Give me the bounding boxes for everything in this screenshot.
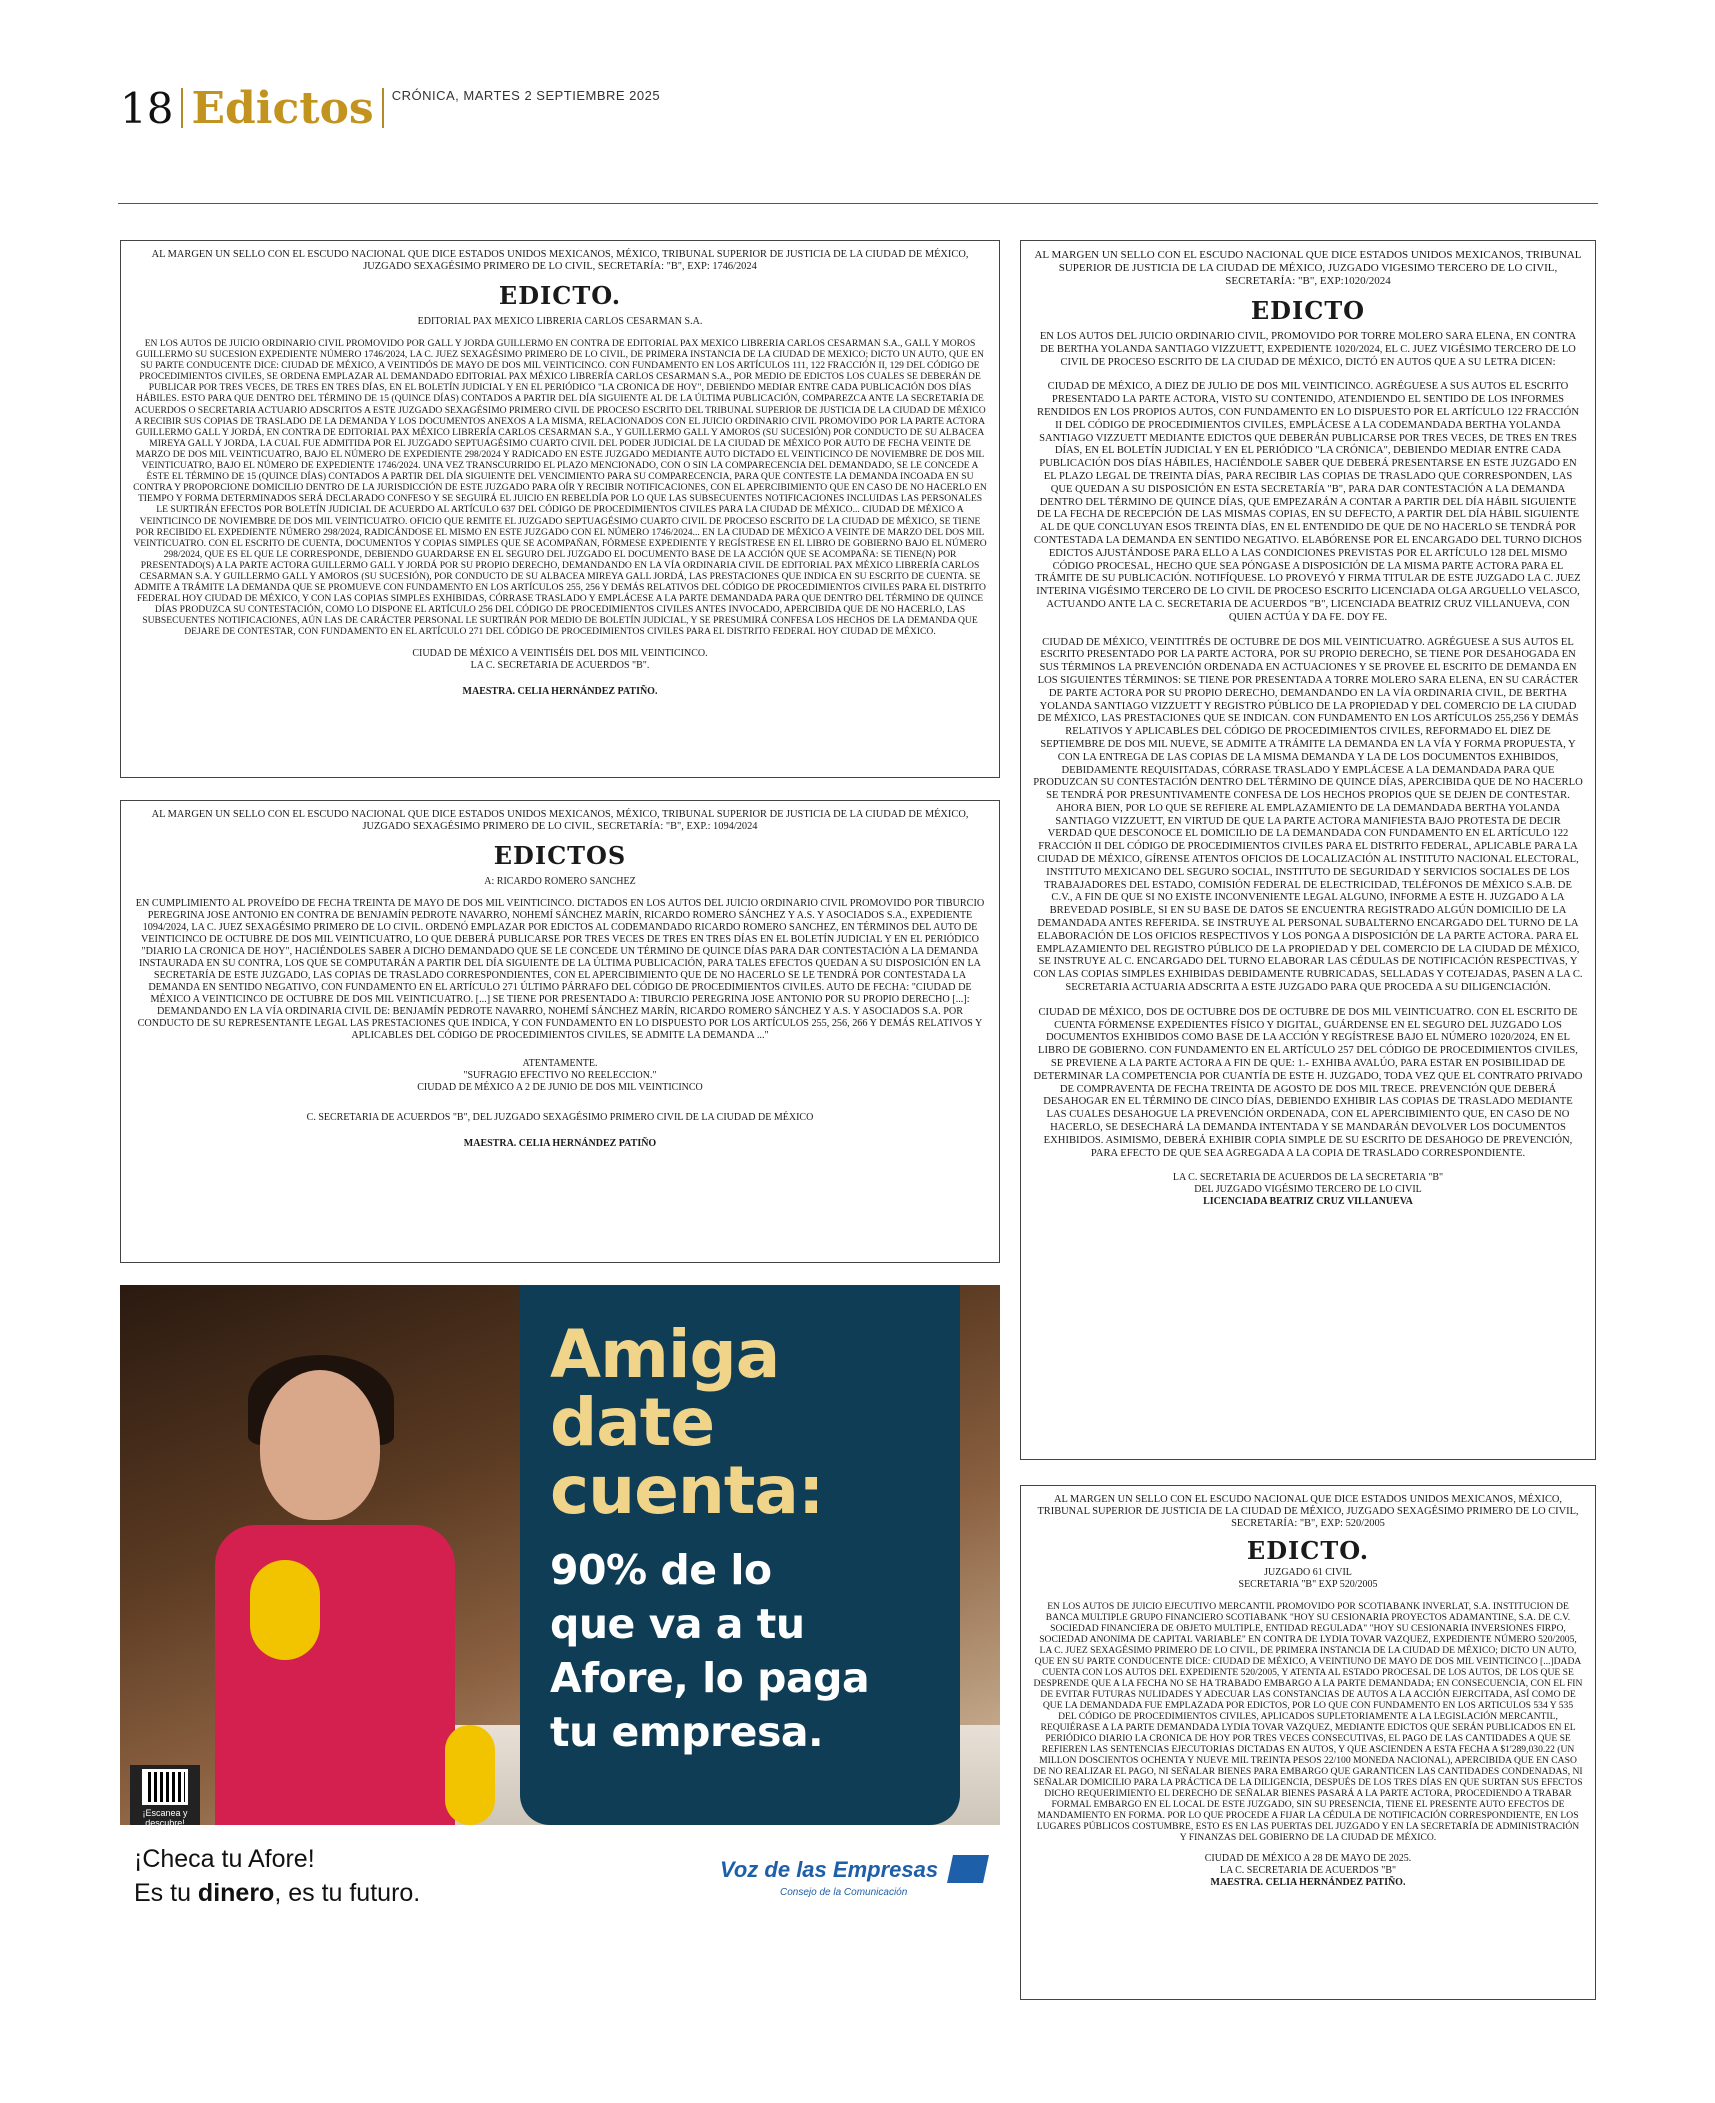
edict-notice-520 — [1020, 1485, 1596, 2000]
notice-title: EDICTO — [1250, 296, 1366, 325]
notice-title: EDICTO. — [1246, 1536, 1370, 1565]
notice-header: AL MARGEN UN SELLO CON EL ESCUDO NACIONAL QUE DICE ESTADOS UNIDOS MEXICANOS, MÉXICO, TRIBUNAL SUPERIOR DE JUSTICIA DE LA CIUDAD DE MÉXICO, JUZGADO SEXAGÉSIMO PRIMERO DE LO CIVIL, SECRETARÍA: "B", EXP: 520/2005 — [1037, 1494, 1579, 1529]
notice-signature: MAESTRA. CELIA HERNÁNDEZ PATIÑO — [463, 1138, 657, 1149]
ad-headline-2: date — [550, 1384, 715, 1461]
notice-closing-date: CIUDAD DE MÉXICO A 2 DE JUNIO DE DOS MIL VEINTICINCO — [417, 1082, 703, 1093]
ad-brand-name: Voz de las Empresas — [720, 1857, 939, 1882]
notice-subtitle-court: JUZGADO 61 CIVIL — [1264, 1567, 1352, 1578]
brand-logo-icon — [947, 1855, 989, 1883]
notice-closing-role: LA C. SECRETARIA DE ACUERDOS "B" — [1219, 1865, 1397, 1876]
notice-closing-date: CIUDAD DE MÉXICO A 28 DE MAYO DE 2025. — [1204, 1853, 1412, 1864]
ad-cta-part-a: Es tu — [134, 1879, 198, 1907]
notice-closing-court: DEL JUZGADO VIGÉSIMO TERCERO DE LO CIVIL — [1194, 1184, 1422, 1196]
notice-header: AL MARGEN UN SELLO CON EL ESCUDO NACIONAL QUE DICE ESTADOS UNIDOS MEXICANOS, TRIBUNAL SUPERIOR DE JUSTICIA DE LA CIUDAD DE MÉXICO, JUZGADO VIGESIMO TERCERO DE LO CIVIL, SECRETARÍA: "B", EXP:1020/2024 — [1034, 249, 1582, 287]
notice-title: EDICTOS — [493, 841, 627, 870]
ad-headline-3: cuenta: — [550, 1452, 824, 1529]
notice-closing-date: CIUDAD DE MÉXICO A VEINTISÉIS DEL DOS MIL VEINTICINCO. — [412, 647, 708, 659]
masthead-divider-2 — [382, 88, 384, 128]
notice-body-ruling-2: CIUDAD DE MÉXICO, VEINTITRÉS DE OCTUBRE DE DOS MIL VEINTICUATRO. AGRÉGUESE A SUS AUTOS EL ESCRITO PRESENTADO POR LA PARTE ACTORA, POR SU PROPIO DERECHO, SE TIENE POR DESAHOGADA EN SUS TÉRMINOS LA PREVENCIÓN ORDENADA EN ACTUACIONES Y SE PROVEE EL ESCRITO DE DEMANDA EN LOS SIGUIENTES TÉRMINOS: SE TIENE POR PRESENTADA A TORRE MOLERO SARA ELENA, EN SU CARÁCTER DE PARTE ACTORA POR SU PROPIO DERECHO, DEMANDANDO EN LA VÍA ORDINARIA CIVIL, DE BERTHA YOLANDA SANTIAGO VIZZUETT Y REGISTRO PÚBLICO DE LA PROPIEDAD Y DEL COMERCIO DE LA CIUDAD DE MÉXICO, LAS PRESTACIONES QUE SE INDICAN. CON FUNDAMENTO EN LOS ARTÍCULOS 255,256 Y DEMÁS RELATIVOS Y APLICABLES DEL CÓDIGO DE PROCEDIMIENTOS CIVILES, REFORMADO EL DIEZ DE SEPTIEMBRE DE DOS MIL NUEVE, SE ADMITE A TRÁMITE LA DEMANDA EN LA VÍA Y FORMA PROPUESTA, Y CON LA ENTREGA DE LAS COPIAS DE LA MISMA DEMANDA Y LA DE LOS DOCUMENTOS EXHIBIDOS, DEBIDAMENTE REQUISITADAS, CÓRRASE TRASLADO Y EMPLÁCESE A LA DEMANDADA PARA QUE PRODUZCAN SU CONTESTACIÓN DENTRO DEL TÉRMINO DE QUINCE DÍAS, APERCIBIDA QUE DE NO HACERLO SE TENDRÁ POR PRESUNTIVAMENTE CONFESA DE LOS HECHOS PROPIOS QUE SE DEJEN DE CONTESTAR. AHORA BIEN, POR LO QUE SE REFIERE AL EMPLAZAMIENTO DE LA DEMANDADA BERTHA YOLANDA SANTIAGO VIZZUETT, EN VIRTUD DE QUE LA PARTE ACTORA MANIFIESTA BAJO PROTESTA DE DECIR VERDAD QUE DESCONOCE EL DOMICILIO DE LA DEMANDADA CON FUNDAMENTO EN EL ARTÍCULO 122 FRACCIÓN II DEL CÓDIGO DE PROCEDIMIENTOS CIVILES PARA EL DISTRITO FEDERAL, APLICABLE PARA LA CIUDAD DE MÉXICO, GÍRENSE ATENTOS OFICIOS DE LOCALIZACIÓN AL INSTITUTO NACIONAL ELECTORAL, INSTITUTO MEXICANO DEL SEGURO SOCIAL, INSTITUTO DE SEGURIDAD Y SERVICIOS SOCIALES DE LOS TRABAJADORES DEL ESTADO, COMISIÓN FEDERAL DE ELECTRICIDAD, TELÉFONOS DE MÉXICO S.A.B. DE C.V., A FIN DE QUE SI NO EXISTE INCONVENIENTE LEGAL ALGUNO, INFORME A ESTE H. JUZGADO A LA BREVEDAD POSIBLE, SI EN SU BASE DE DATOS SE ENCUENTRA REGISTRADO ALGÚN DOMICILIO DE LA DEMANDADA ANTES REFERIDA. SE INSTRUYE AL PERSONAL SUBALTERNO ENCARGADO DEL TURNO DE LA ELABORACIÓN DE LOS OFICIOS RESPECTIVOS Y LOS PONGA A DISPOSICIÓN DE LA PARTE ACTORA. PARA EL EMPLAZAMIENTO DEL REGISTRO PÚBLICO DE LA PROPIEDAD Y DEL COMERCIO DE LA CIUDAD DE MÉXICO, SE INSTRUYE AL C. ENCARGADO DEL TURNO ELABORAR LAS CÉDULAS DE NOTIFICACIÓN RESPECTIVAS, Y CON LAS COPIAS SIMPLES EXHIBIDAS DEBIDAMENTE RUBRICADAS, SELLADAS Y COTEJADAS, PASEN A LA C. SECRETARIA ACTUARIA ADSCRITA A ESTE JUZGADO PARA QUE PROCEDA A SU DILIGENCIACIÓN. — [1033, 636, 1583, 994]
qr-code[interactable] — [130, 1765, 200, 1828]
glove-icon — [445, 1725, 495, 1825]
notice-closing-role: LA C. SECRETARIA DE ACUERDOS "B". — [470, 659, 650, 671]
notice-subtitle: A: RICARDO ROMERO SANCHEZ — [484, 876, 636, 887]
notice-body: EN LOS AUTOS DE JUICIO ORDINARIO CIVIL PROMOVIDO POR GALL Y JORDA GUILLERMO EN CONTRA DE EDITORIAL PAX MEXICO LIBRERIA CARLOS CESARMAN S.A., GALL Y MOROS GUILLERMO SU SUCESION EXPEDIENTE NÚMERO 1746/2024, LA C. JUEZ SEXAGÉSIMO PRIMERO DE LO CIVIL, DE PRIMERA INSTANCIA DE LA CIUDAD DE MEXICO; DICTO UN AUTO, QUE EN SU PARTE CONDUCENTE DICE: CIUDAD DE MÉXICO, A VEINTIDÓS DE MAYO DE DOS MIL VEINTICINCO. CON FUNDAMENTO EN LOS ARTÍCULOS 111, 122 FRACCIÓN II, 129 DEL CÓDIGO DE PROCEDIMIENTOS CIVILES, SE ORDENA EMPLAZAR AL DEMANDADO EDITORIAL PAX MÉXICO LIBRERÍA CARLOS CESARMAN S.A., POR MEDIO DE EDICTOS LOS CUALES SE DEBERÁN DE PUBLICAR POR TRES VECES, DE TRES EN TRES DÍAS, EN EL BOLETÍN JUDICIAL Y EN EL PERIÓDICO "LA CRONICA DE HOY", DEBIENDO MEDIAR ENTRE CADA PUBLICACIÓN DOS DÍAS HÁBILES. ESTO PARA QUE DENTRO DEL TÉRMINO DE 15 (QUINCE DÍAS) CONTADOS A PARTIR DEL DÍA SIGUIENTE AL DE LA ÚLTIMA PUBLICACIÓN, COMPAREZCA ANTE LA SECRETARIA DE ACUERDOS O SECRETARIA ACTUARIO ADSCRITOS A ESTE JUZGADO SEXAGÉSIMO PRIMERO CIVIL DE PROCESO ESCRITO DEL TRIBUNAL SUPERIOR DE JUSTICIA DE LA CIUDAD DE MÉXICO A RECIBIR SUS COPIAS DE TRASLADO DE LA DEMANDA Y LOS DOCUMENTOS ANEXOS A LA MISMA, RELACIONADOS CON EL JUICIO ORDINARIO CIVIL PROMOVIDO POR LA PARTE ACTORA GUILLERMO GALL Y JORDÁ, EN CONTRA DE EDITORIAL PAX MÉXICO LIBRERÍA CARLOS CESARMAN S.A., Y GUILLERMO GALL Y AMOROS (SU SUCESIÓN) POR CONDUCTO DE SU ALBACEA MIREYA GALL Y JORDA, LA CUAL FUE ADMITIDA POR EL JUZGADO SEPTUAGÉSIMO CUARTO CIVIL DEL PODER JUDICIAL DE LA CIUDAD DE MÉXICO POR AUTO DE FECHA VEINTE DE MARZO DE DOS MIL VEINTICUATRO, BAJO EL NÚMERO DE EXPEDIENTE 298/2024 Y RADICADO EN ESTE JUZGADO MEDIANTE AUTO DICTADO EL VEINTICINCO DE NOVIEMBRE DE DOS MIL VEINTICUATRO, BAJO EL NÚMERO DE EXPEDIENTE 1746/2024. UNA VEZ TRANSCURRIDO EL PLAZO MENCIONADO, CON O SIN LA COMPARECENCIA DEL DEMANDADO, SE LE CONCEDE A ÉSTE EL TÉRMINO DE 15 (QUINCE DÍAS) CONTADOS A PARTIR DEL DÍA SIGUIENTE DEL VENCIMIENTO PARA SU COMPARECENCIA, PARA QUE CONTESTE LA DEMANDA INCOADA EN SU CONTRA Y PROPORCIONE DOMICILIO DENTRO DE LA JURISDICCIÓN DE ESTE JUZGADO PARA OÍR Y RECIBIR NOTIFICACIONES, CON EL APERCIBIMIENTO QUE EN CASO DE NO HACERLO EN TIEMPO Y FORMA DETERMINADOS SERÁ DECLARADO CONFESO Y SE SEGUIRÁ EL JUICIO EN REBELDÍA POR LO QUE LAS SUBSECUENTES NOTIFICACIONES INCLUIDAS LAS PERSONALES LE SURTIRÁN EFECTOS POR BOLETÍN JUDICIAL DE ACUERDO AL ARTÍCULO 637 DEL CÓDIGO DE PROCEDIMIENTOS CIVILES PARA LA CIUDAD DE MÉXICO... CIUDAD DE MÉXICO A VEINTICINCO DE NOVIEMBRE DE DOS MIL VEINTICUATRO. OFICIO QUE REMITE EL JUZGADO SEPTUAGÉSIMO CUARTO CIVIL DE PROCESO ESCRITO DE LA CIUDAD DE MÉXICO, SE TIENE POR RECIBIDO EL EXPEDIENTE NÚMERO 298/2024, RADICÁNDOSE EL MISMO EN ESTE JUZGADO CON EL NÚMERO 1746/2024... EN LA CIUDAD DE MÉXICO A VEINTE DE MARZO DEL DOS MIL VEINTICUATRO. CON EL ESCRITO DE CUENTA, DOCUMENTOS Y COPIAS SIMPLES QUE SE ACOMPAÑAN, FÓRMESE EXPEDIENTE Y REGÍSTRESE EN EL LIBRO DE GOBIERNO BAJO EL NÚMERO 298/2024, QUE ES EL QUE LE CORRESPONDE, DEBIENDO GUARDARSE EN EL SEGURO DEL JUZGADO EL DOCUMENTO BASE DE LA ACCIÓN QUE SE ACOMPAÑA: SE TIENE(N) POR PRESENTADO(S) A LA PARTE ACTORA GUILLERMO GALL Y JORDÁ POR SU PROPIO DERECHO, DEMANDANDO EN LA VÍA ORDINARIA CIVIL DE EDITORIAL PAX MÉXICO LIBRERÍA CARLOS CESARMAN S.A. Y GUILLERMO GALL Y AMOROS (SU SUCESIÓN), POR CONDUCTO DE SU ALBACEA MIREYA GALL JORDÁ, LAS PRESTACIONES QUE INDICA EN SU ESCRITO DE CUENTA. SE ADMITE A TRÁMITE LA DEMANDA QUE SE PROMUEVE CON FUNDAMENTO EN LOS ARTÍCULOS 255, 256 Y DEMÁS RELATIVOS DEL CÓDIGO DE PROCEDIMIENTOS CIVILES PARA EL DISTRITO FEDERAL HOY CIUDAD DE MÉXICO, Y CON LAS COPIAS SIMPLES EXHIBIDAS, CÓRRASE TRASLADO Y EMPLÁCESE A LA PARTE DEMANDADA PARA QUE DENTRO DEL TÉRMINO DE QUINCE DÍAS PRODUZCA SU CONTESTACIÓN, COMO LO DISPONE EL ARTÍCULO 256 DEL CÓDIGO DE PROCEDIMIENTOS CIVILES ANTES INVOCADO, APERCIBIDA QUE DE NO HACERLO, LAS SUBSECUENTES NOTIFICACIONES, AÚN LAS DE CARÁCTER PERSONAL LE SURTIRÁN POR MEDIO DE BOLETÍN JUDICIAL, Y SE PRESUMIRÁ CONFESA LOS HECHOS DE LA DEMANDA QUE DEJARE DE CONTESTAR, CON FUNDAMENTO EN EL ARTÍCULO 271 DEL CÓDIGO DE PROCEDIMIENTOS CIVILES PARA EL DISTRITO FEDERAL HOY CIUDAD DE MÉXICO. — [133, 338, 987, 638]
afore-advertisement — [120, 1285, 1000, 1935]
page-number: 18 — [120, 83, 174, 133]
ad-cta-part-b: dinero — [197, 1879, 275, 1907]
edict-notice-1746 — [120, 240, 1000, 778]
qr-code-icon — [142, 1769, 188, 1805]
ad-text-2: que va a tu — [550, 1600, 805, 1648]
notice-subtitle: EDITORIAL PAX MEXICO LIBRERIA CARLOS CESARMAN S.A. — [417, 316, 703, 327]
ad-headline-1: Amiga — [550, 1316, 780, 1393]
notice-subtitle-exp: SECRETARIA "B" EXP 520/2005 — [1238, 1579, 1378, 1590]
notice-signature: MAESTRA. CELIA HERNÁNDEZ PATIÑO. — [1210, 1877, 1406, 1888]
dateline: CRÓNICA, MARTES 2 SEPTIEMBRE 2025 — [391, 88, 661, 103]
notice-signature: MAESTRA. CELIA HERNÁNDEZ PATIÑO. — [462, 685, 658, 697]
notice-body-intro: EN LOS AUTOS DEL JUICIO ORDINARIO CIVIL, PROMOVIDO POR TORRE MOLERO SARA ELENA, EN CONTRA DE BERTHA YOLANDA SANTIAGO VIZZUETT, EXPEDIENTE 1020/2024, EL C. JUEZ VIGÉSIMO TERCERO DE LO CIVIL DE PROCESO ESCRITO DE LA CIUDAD DE MÉXICO, DICTÓ EN AUTOS QUE A SU LETRA DICEN: — [1039, 331, 1577, 368]
ad-woman-face — [260, 1370, 380, 1520]
section-title: Edictos — [191, 82, 374, 134]
masthead — [120, 78, 660, 138]
ad-cta-line-2 — [134, 1879, 420, 1908]
notice-body-ruling-1: CIUDAD DE MÉXICO, A DIEZ DE JULIO DE DOS MIL VEINTICINCO. AGRÉGUESE A SUS AUTOS EL ESCRITO PRESENTADO LA PARTE ACTORA, VISTO SU CONTENIDO, ATENDIENDO EL SENTIDO DE LOS INFORMES RENDIDOS EN LOS PROPIOS AUTOS, CON FUNDAMENTO EN LO DISPUESTO POR EL ARTÍCULO 122 FRACCIÓN II DEL CÓDIGO DE PROCEDIMIENTOS CIVILES, EMPLÁCESE A LA CODEMANDADA BERTHA YOLANDA SANTIAGO VIZZUETT MEDIANTE EDICTOS QUE DEBERÁN PUBLICARSE POR TRES VECES, DE TRES EN TRES DÍAS, EN EL BOLETÍN JUDICIAL Y EN EL PERIÓDICO "LA CRÓNICA", DEBIENDO MEDIAR ENTRE CADA PUBLICACIÓN DOS DÍAS HÁBILES, HACIÉNDOLE SABER QUE DEBERÁ PRESENTARSE EN ESTE JUZGADO EN EL PLAZO LEGAL DE TREINTA DÍAS, PARA RECIBIR LAS COPIAS DE TRASLADO QUE CORRESPONDEN, LAS QUE QUEDAN A SU DISPOSICIÓN EN ESTA SECRETARÍA "B", PARA DAR CONTESTACIÓN A LA DEMANDA DENTRO DEL TÉRMINO DE QUINCE DÍAS, QUE EMPEZARÁN A CONTAR A PARTIR DEL DÍA HÁBIL SIGUIENTE DE LA FECHA DE RECEPCIÓN DE LAS MISMAS COPIAS, EN SU DEFECTO, A PARTIR DEL DÍA HÁBIL SIGUIENTE AL DE QUE CONCLUYAN ESOS TREINTA DÍAS, EN EL ENTENDIDO DE QUE DE NO HACERLO SE TENDRÁ POR CONTESTADA LA DEMANDA EN SENTIDO NEGATIVO. ELABÓRENSE POR EL ENCARGADO DEL TURNO DICHOS EDICTOS AJUSTÁNDOSE PARA ELLO A LAS CONDICIONES PREVISTAS POR EL ARTÍCULO 128 DEL MISMO CÓDIGO PROCESAL, HECHO QUE SEA PÓNGASE A DISPOSICIÓN DE LA MISMA PARTE ACTORA PARA EL TRÁMITE DE SU PUBLICACIÓN. NOTIFÍQUESE. LO PROVEYÓ Y FIRMA TITULAR DE ESTE JUZGADO LA C. JUEZ INTERINA VIGÉSIMO TERCERO DE LO CIVIL DE PROCESO ESCRITO LICENCIADA OLGA ARGUELLO VELASCO, ACTUANDO ANTE LA C. SECRETARIA DE ACUERDOS "B", LICENCIADA BEATRIZ CRUZ VILLANUEVA, CON QUIEN ACTÚA Y DA FE. DOY FE. — [1033, 381, 1583, 623]
edict-notice-1094 — [120, 800, 1000, 1263]
ad-brand-subtitle: Consejo de la Comunicación — [780, 1887, 908, 1898]
notice-closing-role: LA C. SECRETARIA DE ACUERDOS DE LA SECRETARIA "B" — [1172, 1172, 1444, 1184]
qr-caption: ¡Escanea y descubre! — [142, 1808, 188, 1828]
ad-text-4: tu empresa. — [550, 1708, 824, 1756]
notice-title: EDICTO. — [498, 281, 622, 310]
edict-notice-1020 — [1020, 240, 1596, 1460]
ad-cta-part-c: , es tu futuro. — [274, 1879, 421, 1907]
notice-signature: LICENCIADA BEATRIZ CRUZ VILLANUEVA — [1203, 1196, 1413, 1208]
ad-text-1: 90% de lo — [550, 1546, 772, 1594]
notice-header: AL MARGEN UN SELLO CON EL ESCUDO NACIONAL QUE DICE ESTADOS UNIDOS MEXICANOS, MÉXICO, TRIBUNAL SUPERIOR DE JUSTICIA DE LA CIUDAD DE MÉXICO, JUZGADO SEXAGÉSIMO PRIMERO DE LO CIVIL, SECRETARÍA: "B", EXP: 1746/2024 — [151, 249, 969, 272]
ad-cta-line-1: ¡Checa tu Afore! — [134, 1845, 315, 1873]
header-rule — [118, 203, 1598, 204]
thumbs-up-glove-icon — [250, 1560, 320, 1660]
notice-closing-regards: ATENTAMENTE. — [522, 1058, 598, 1069]
notice-body: EN LOS AUTOS DE JUICIO EJECUTIVO MERCANTIL PROMOVIDO POR SCOTIABANK INVERLAT, S.A. INSTITUCION DE BANCA MULTIPLE GRUPO FINANCIERO SCOTIABANK "HOY SU CESIONARIA PROYECTOS ADAMANTINE, S.A. DE C.V. SOCIEDAD FINANCIERA DE OBJETO MULTIPLE, ENTIDAD REGULADA" "HOY SU CESIONARIA INVERSIONES FIRPO, SOCIEDAD ANONIMA DE CAPITAL VARIABLE" EN CONTRA DE LYDIA TOVAR VAZQUEZ, EXPEDIENTE NÚMERO 520/2005, LA C. JUEZ SEXAGÉSIMO PRIMERO DE LO CIVIL, DE PRIMERA INSTANCIA DE LA CIUDAD DE MÉXICO; DICTO UN AUTO, QUE EN SU PARTE CONDUCENTE DICE: CIUDAD DE MÉXICO, A VEINTIUNO DE MAYO DE DOS MIL VEINTICINCO [...]DADA CUENTA CON LOS AUTOS DEL EXPEDIENTE 520/2005, Y ATENTA AL ESTADO PROCESAL DE LOS AUTOS, DE LOS QUE SE DESPRENDE QUE A LA FECHA NO SE HA TRABADO EMBARGO A LA PARTE DEMANDADA; EN CONSECUENCIA, CON EL FIN DE EVITAR FUTURAS NULIDADES Y ADECUAR LAS CONSTANCIAS DE AUTOS A LA ACCIÓN EJERCITADA, ASÍ COMO DE QUE LA DEMANDADA FUE EMPLAZADA POR EDICTOS, POR LO QUE CON FUNDAMENTO EN LOS ARTICULOS 534 Y 535 DEL CÓDIGO DE PROCEDIMIENTOS CIVILES, APLICADOS SUPLETORIAMENTE A LA LEGISLACIÓN MERCANTIL, REQUIÉRASE A LA PARTE DEMANDADA LYDIA TOVAR VAZQUEZ, MEDIANTE EDICTOS QUE SERÁN PUBLICADOS EN EL PERIÓDICO DIARIO LA CRONICA DE HOY POR TRES VECES CONSECUTIVAS, EL PAGO DE LAS CANTIDADES A QUE SE REFIEREN LAS SENTENCIAS EJECUTORIAS DICTADAS EN AUTOS, Y QUE ASCIENDEN A ESTA FECHA A $1'289,030.22 (UN MILLON DOSCIENTOS OCHENTA Y NUEVE MIL TREINTA PESOS 22/100 MONEDA NACIONAL), APERCIBIDA QUE EN CASO DE NO REALIZAR EL PAGO, NI SEÑALAR BIENES PARA EMBARGO QUE GARANTICEN LAS CANTIDADES CONDENADAS, NI SEÑALAR DOMICILIO PARA LA PRÁCTICA DE LA DILIGENCIA, DESPUÉS DE LOS TRES DÍAS EN QUE SURTAN SUS EFECTOS DICHO REQUERIMIENTO EL DERECHO DE SEÑALAR BIENES PASARÁ A LA PARTE ACTORA, PROCEDIENDO A TRABAR FORMAL EMBARGO EN EL LOCAL DE ESTE JUZGADO, SIN SU PRESENCIA, TIENE EL PRESENTE AUTO EFECTOS DE MANDAMIENTO EN FORMA. POR LO QUE PROCEDE A FIJAR LA CÉDULA DE NOTIFICACIÓN CORRESPONDIENTE, EN LOS LUGARES PÚBLICOS COSTUMBRE, ESTO ES EN LAS PUERTAS DEL JUZGADO Y EN LA SECRETARÍA DE ADMINISTRACIÓN Y FINANZAS DEL GOBIERNO DE LA CIUDAD DE MÉXICO. — [1033, 1601, 1583, 1843]
ad-text-3: Afore, lo paga — [550, 1654, 870, 1702]
ad-woman-uniform — [215, 1525, 455, 1825]
ad-message-panel — [520, 1285, 960, 1825]
notice-body: EN CUMPLIMIENTO AL PROVEÍDO DE FECHA TREINTA DE MAYO DE DOS MIL VEINTICINCO. DICTADOS EN LOS AUTOS DEL JUICIO ORDINARIO CIVIL PROMOVIDO POR TIBURCIO PEREGRINA JOSE ANTONIO EN CONTRA DE BENJAMÍN PEDROTE NAVARRO, NOHEMÍ SÁNCHEZ MARÍN, RICARDO ROMERO SÁNCHEZ Y A.S. Y ASOCIADOS S.A., EXPEDIENTE 1094/2024, LA C. JUEZ SEXAGÉSIMO PRIMERO DE LO CIVIL. ORDENÓ EMPLAZAR POR EDICTOS AL CODEMANDADO RICARDO ROMERO SANCHEZ, EN TÉRMINOS DEL AUTO DE VEINTICINCO DE OCTUBRE DE DOS MIL VEINTICUATRO, LO QUE DEBERÁ PUBLICARSE POR TRES VECES DE TRES EN TRES DÍAS EN EL BOLETÍN JUDICIAL Y EN EL PERIÓDICO "DIARIO LA CRONICA DE HOY", HACIÉNDOLES SABER A DICHO DEMANDADO QUE SE LE CONCEDE UN TÉRMINO DE QUINCE DÍAS PARA DAR CONTESTACIÓN A LA DEMANDA INSTAURADA EN SU CONTRA, LOS QUE SE COMPUTARÁN A PARTIR DEL DÍA SIGUIENTE DE LA ÚLTIMA PUBLICACIÓN, PARA TALES EFECTOS QUEDAN A SU DISPOSICIÓN EN LA SECRETARÍA DE ESTE JUZGADO, LAS COPIAS DE TRASLADO CORRESPONDIENTES, CON EL APERCIBIMIENTO QUE DE NO HACERLO SE LE TENDRÁ POR CONTESTADA LA DEMANDA EN SENTIDO NEGATIVO, CON FUNDAMENTO EN EL ARTÍCULO 271 ÚLTIMO PÁRRAFO DEL CÓDIGO DE PROCEDIMIENTOS CIVILES. AUTO DE FECHA: "CIUDAD DE MÉXICO A VEINTICINCO DE OCTUBRE DE DOS MIL VEINTICUATRO. [...] SE TIENE POR PRESENTADO A: TIBURCIO PEREGRINA JOSE ANTONIO POR SU PROPIO DERECHO [...]: DEMANDANDO EN LA VÍA ORDINARIA CIVIL DE: BENJAMÍN PEDROTE NAVARRO, NOHEMÍ SÁNCHEZ MARÍN, RICARDO ROMERO SÁNCHEZ Y A.S. Y ASOCIADOS S.A. POR CONDUCTO DE SU REPRESENTANTE LEGAL LAS PRESTACIONES QUE INDICA, Y CON FUNDAMENTO EN LO DISPUESTO POR LOS ARTÍCULOS 255, 256, 266 Y DEMÁS RELATIVOS Y APLICABLES DEL CÓDIGO DE PROCEDIMIENTOS CIVILES, SE ADMITE LA DEMANDA ..." — [135, 898, 985, 1041]
notice-closing-motto: "SUFRAGIO EFECTIVO NO REELECCION." — [463, 1070, 657, 1081]
notice-body-ruling-3: CIUDAD DE MÉXICO, DOS DE OCTUBRE DOS DE OCTUBRE DE DOS MIL VEINTICUATRO. CON EL ESCRITO DE CUENTA FÓRMENSE EXPEDIENTES FÍSICO Y DIGITAL, GUÁRDENSE EN EL SEGURO DEL JUZGADO LOS DOCUMENTOS EXHIBIDOS COMO BASE DE LA ACCIÓN Y REGÍSTRESE BAJO EL NÚMERO 1020/2024, EN EL LIBRO DE GOBIERNO. CON FUNDAMENTO EN EL ARTÍCULO 257 DEL CÓDIGO DE PROCEDIMIENTOS CIVILES, SE PREVIENE A LA PARTE ACTORA A FIN DE QUE: 1.- EXHIBA AVALÚO, PARA ESTAR EN POSIBILIDAD DE DETERMINAR LA COMPETENCIA POR CUANTÍA DE ESTE H. JUZGADO, TODA VEZ QUE EL CONTRATO PRIVADO DE COMPRAVENTA DE FECHA TREINTA DE AGOSTO DE DOS MIL TRECE. PREVENCIÓN QUE DEBERÁ DESAHOGAR EN EL TÉRMINO DE CINCO DÍAS, DEBIENDO EXHIBIR LAS COPIAS DE TRASLADO MEDIANTE LAS CUALES DESAHOGUE LA PREVENCIÓN ORDENADA, CON EL APERCIBIMIENTO QUE, EN CASO DE NO HACERLO, SE DESECHARÁ LA DEMANDA INTENTADA Y SE MANDARÁN DEVOLVER LOS DOCUMENTOS EXHIBIDOS. ASIMISMO, DEBERÁ EXHIBIR COPIA SIMPLE DE SU ESCRITO DE DESAHOGO DE PREVENCIÓN, PARA EFECTO DE QUE SEA AGREGADA A LA COPIA DE TRASLADO CORRESPONDIENTE. — [1033, 1006, 1583, 1159]
notice-closing-role: C. SECRETARIA DE ACUERDOS "B", DEL JUZGADO SEXAGÉSIMO PRIMERO CIVIL DE LA CIUDAD DE MÉXICO — [306, 1112, 814, 1123]
notice-header: AL MARGEN UN SELLO CON EL ESCUDO NACIONAL QUE DICE ESTADOS UNIDOS MEXICANOS, MÉXICO, TRIBUNAL SUPERIOR DE JUSTICIA DE LA CIUDAD DE MÉXICO, JUZGADO SEXAGÉSIMO PRIMERO DE LO CIVIL, SECRETARÍA: "B", EXP.: 1094/2024 — [151, 809, 969, 832]
masthead-divider — [181, 88, 183, 128]
